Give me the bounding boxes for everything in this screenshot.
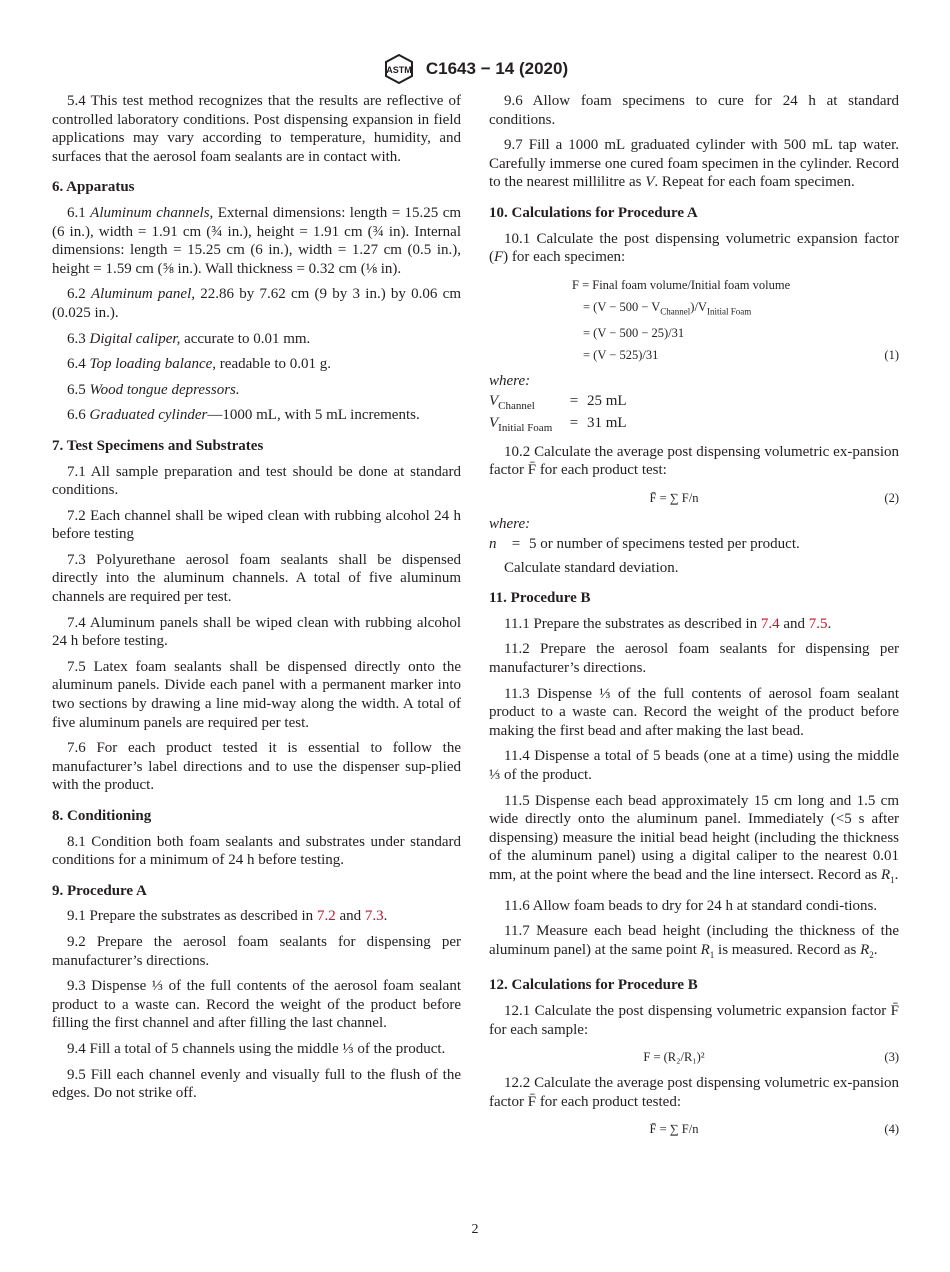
heading-procedure-a: 9. Procedure A (52, 882, 147, 899)
equation-1-number: (1) (884, 348, 899, 363)
document-id: C1643 − 14 (2020) (425, 59, 569, 78)
equation-1-line-2: = $(V - 500 - V_{Channel})/V_{Initial Foam}$ (583, 299, 752, 317)
variable-list-1 (489, 393, 899, 437)
para-6-2: 6.2 Aluminum panel, 22.86 by 7.62 cm (9 by 3 in.) by 0.06 cm (0.025 in.). (52, 286, 461, 321)
page-header (0, 54, 950, 84)
where-label-1: where: (489, 373, 531, 390)
para-12-1: 12.1 Calculate the post dispensing volumetric expansion factor F̄ for each sample: (489, 1002, 899, 1038)
para-9-3: 9.3 Dispense ⅓ of the full contents of the aerosol foam sealant product to a waste can. Record the weight of the product before filling the first channel and after filling the last channel. (52, 978, 461, 1032)
para-7-4: 7.4 Aluminum panels shall be wiped clean with rubbing alcohol 24 h before testing. (52, 614, 461, 650)
equation-4: F̄ = ∑ F/n (4) (489, 1118, 899, 1140)
variable-v-channel: $V_{Channel}$ = 25 mL (489, 392, 627, 412)
equation-3-number: (3) (884, 1050, 899, 1065)
para-9-6: 9.6 Allow foam specimens to cure for 24 h at standard conditions. (489, 93, 899, 128)
para-6-4: 6.4 Top loading balance, readable to 0.01 g. (67, 356, 332, 373)
variable-v-initial-foam: $V_{Initial Foam}$ = 31 mL (489, 414, 627, 434)
ref-7-3-link[interactable]: 7.3 (364, 908, 384, 925)
heading-procedure-b: 11. Procedure B (489, 590, 591, 607)
para-11-5: 11.5 Dispense each bead approximately 15 cm long and 1.5 cm wide directly onto the aluminum panel. Immediately (<5 s after dispensing) measure the initial bead height (including the thickness of the aluminum panel) using a digital caliper to the nearest 0.01 mm, at the point where the bead and the line intersect. Record as $R_1$. (489, 792, 899, 885)
astm-logo-icon (382, 54, 416, 84)
equation-1-line-1: F = Final foam volume/Initial foam volume (572, 277, 791, 292)
para-6-5: 6.5 Wood tongue depressors. (67, 381, 240, 398)
para-5-4: 5.4 This test method recognizes that the results are reflective of controlled laboratory conditions. Post dispensing expansion in field applications may vary according to temperature, humidity, and surfaces that the aerosol foam sealants are in contact with. (52, 93, 461, 165)
para-11-2: 11.2 Prepare the aerosol foam sealants for dispensing per manufacturer’s directions. (489, 641, 899, 676)
para-9-5: 9.5 Fill each channel evenly and visually full to the flush of the edges. Do not strike off. (52, 1066, 461, 1102)
ref-7-5-link[interactable]: 7.5 (808, 615, 828, 632)
para-7-5: 7.5 Latex foam sealants shall be dispensed directly onto the aluminum panels. Divide each panel with a permanent marker into two sections by drawing a line mid-way along the width. A total of five aluminum panels are required per test. (52, 658, 461, 731)
page-number: 2 (471, 1222, 479, 1237)
equation-1-line-4: = (V − 525)/31 (1) (489, 344, 899, 366)
para-11-3: 11.3 Dispense ⅓ of the full contents of aerosol foam sealant product to a waste can. Record the weight of the product before making the first bead and after making the last bead. (489, 685, 899, 739)
equation-1-line-3: = (V − 500 − 25)/31 (583, 326, 685, 341)
para-8-1: 8.1 Condition both foam sealants and substrates under standard conditions for a minimum of 24 h before testing. (52, 833, 461, 869)
heading-calc-procedure-b: 12. Calculations for Procedure B (489, 977, 698, 994)
para-7-2: 7.2 Each channel shall be wiped clean with rubbing alcohol 24 h before testing (52, 507, 461, 543)
para-11-1: 11.1 Prepare the substrates as described in 7.4 and 7.5. (504, 615, 832, 632)
variable-list-2 (489, 536, 899, 553)
para-11-6: 11.6 Allow foam beads to dry for 24 h at standard condi-tions. (504, 897, 878, 914)
equation-1 (489, 274, 899, 367)
equation-4-number: (4) (884, 1122, 899, 1137)
heading-test-specimens: 7. Test Specimens and Substrates (52, 437, 264, 454)
para-9-2: 9.2 Prepare the aerosol foam sealants for dispensing per manufacturer’s directions. (52, 933, 461, 969)
para-11-7: 11.7 Measure each bead height (including the thickness of the aluminum panel) at the same point $R_1$ is measured. Record as $R_2$. (489, 923, 899, 960)
para-7-1: 7.1 All sample preparation and test should be done at standard conditions. (52, 463, 461, 499)
para-9-4: 9.4 Fill a total of 5 channels using the middle ⅓ of the product. (67, 1040, 446, 1057)
para-6-1: 6.1 Aluminum channels, External dimensions: length = 15.25 cm (6 in.), width = 1.91 cm (¾ in.), height = 1.91 cm (¾ in). Internal dimensions: length = 15.25 cm (6 in.), width = 1.27 cm (0.5 in.), height = 1.59 cm (⅝ in.). Wall thickness = 0.32 cm (⅛ in). (52, 204, 462, 277)
para-6-3: 6.3 Digital caliper, accurate to 0.01 mm. (67, 330, 311, 347)
where-label-2: where: (489, 516, 531, 533)
para-std-dev: Calculate standard deviation. (504, 559, 679, 576)
para-7-3: 7.3 Polyurethane aerosol foam sealants shall be dispensed directly into the aluminum channels. A total of five aluminum channels are required per test. (52, 551, 461, 606)
ref-7-2-link[interactable]: 7.2 (316, 908, 336, 925)
variable-n: n = 5 or number of specimens tested per product. (489, 535, 800, 552)
para-9-1: 9.1 Prepare the substrates as described in 7.2 and 7.3. (67, 908, 388, 925)
equation-3: F = (R₂/R₁)² (3) (489, 1046, 899, 1068)
equation-2-number: (2) (884, 491, 899, 506)
heading-calc-procedure-a: 10. Calculations for Procedure A (489, 204, 698, 221)
left-column (52, 92, 461, 1110)
para-9-7: 9.7 Fill a 1000 mL graduated cylinder with 500 mL tap water. Carefully immerse one cured foam specimen in the cylinder. Record to the nearest millilitre as V. Repeat for each foam specimen. (489, 137, 899, 191)
para-6-6: 6.6 Graduated cylinder—1000 mL, with 5 mL increments. (67, 407, 420, 424)
para-7-6: 7.6 For each product tested it is essential to follow the manufacturer’s label directions and to use the dispenser sup-plied with the product. (52, 740, 461, 794)
svg-text:ASTM: ASTM (386, 65, 412, 75)
ref-7-4-link[interactable]: 7.4 (760, 615, 780, 632)
para-10-2: 10.2 Calculate the average post dispensing volumetric ex-pansion factor F̄ for each product test: (489, 443, 899, 479)
right-column (489, 92, 899, 1146)
equation-2: F̄ = ∑ F/n (2) (489, 487, 899, 509)
heading-apparatus: 6. Apparatus (52, 179, 135, 196)
para-10-1: 10.1 Calculate the post dispensing volumetric expansion factor (F) for each specimen: (489, 230, 899, 266)
para-12-2: 12.2 Calculate the average post dispensing volumetric ex-pansion factor F̄ for each product tested: (489, 1075, 899, 1110)
para-11-4: 11.4 Dispense a total of 5 beads (one at a time) using the middle ⅓ of the product. (489, 748, 899, 783)
heading-conditioning: 8. Conditioning (52, 808, 152, 824)
